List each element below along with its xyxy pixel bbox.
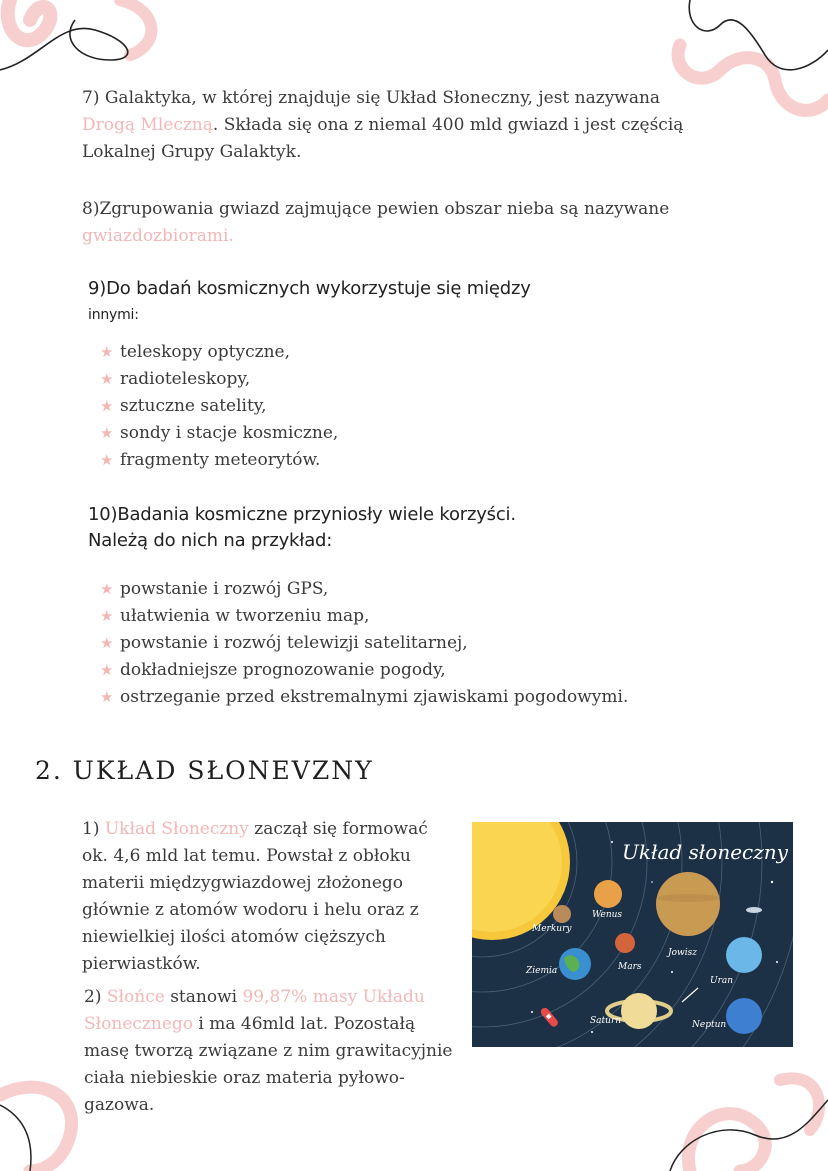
list-item: ★ ułatwienia w tworzeniu map, [100, 603, 628, 630]
star-icon: ★ [100, 634, 114, 652]
benefits-list [100, 576, 628, 711]
bottom-right-swirl-decoration [660, 1060, 828, 1171]
star-icon: ★ [100, 607, 114, 625]
star-icon: ★ [100, 661, 114, 679]
list-item: ★ fragmenty meteorytów. [100, 447, 338, 474]
jupiter-shape [656, 872, 720, 936]
paragraph-constellations: 8)Zgrupowania gwiazd zajmujące pewien obszar nieba są nazywane gwiazdozbiorami. [82, 199, 670, 246]
highlight-mass: 99,87% masy Układu Słonecznego [84, 987, 425, 1034]
illustration-title: Układ słoneczny [622, 840, 788, 864]
highlight-sun: Słońce [106, 987, 165, 1007]
space-research-list [100, 339, 338, 474]
paragraph-number: 8) [82, 199, 100, 219]
paragraph-number: 7) [82, 88, 100, 108]
paragraph-number: 1) [82, 819, 100, 839]
label-mercury: Merkury [532, 924, 572, 934]
list-item: ★ ostrzeganie przed ekstremalnymi zjawiskami pogodowymi. [100, 684, 628, 711]
list-item: ★ powstanie i rozwój telewizji satelitarnej, [100, 630, 628, 657]
solar-system-illustration [472, 822, 793, 1047]
saturn-shape [621, 993, 657, 1029]
top-left-swirl-decoration [0, 0, 170, 90]
space-research-heading: 9)Do badań kosmicznych wykorzystuje się między innymi: [88, 278, 531, 323]
paragraph-sun-mass: 2) Słońce stanowi 99,87% masy Układu Słonecznego i ma 46mld lat. Pozostałą masę tworzą związane z nim grawitacyjnie ciała niebieskie oraz materia pyłowo-gazowa. [84, 987, 453, 1115]
label-venus: Wenus [592, 910, 623, 920]
benefits-heading: 10)Badania kosmiczne przyniosły wiele korzyści. Należą do nich na przykład: [88, 504, 516, 551]
highlight-constellations: gwiazdozbiorami. [82, 226, 234, 246]
list-item: ★ sondy i stacje kosmiczne, [100, 420, 338, 447]
star-icon: ★ [100, 370, 114, 388]
label-uranus: Uran [710, 976, 734, 986]
list-item: ★ dokładniejsze prognozowanie pogody, [100, 657, 628, 684]
list-item: ★ radioteleskopy, [100, 366, 338, 393]
label-mars: Mars [618, 962, 642, 972]
paragraph-solar-system-origin: 1) Układ Słoneczny zaczął się formować ok. 4,6 mld lat temu. Powstał z obłoku materii międzygwiazdowej złożonego głównie z atomów wodoru i helu oraz z niewielkiej ilości atomów cięższych pierwiastków. [82, 819, 428, 974]
ufo-icon [746, 907, 762, 913]
star-icon: ★ [100, 688, 114, 706]
bottom-left-swirl-decoration [0, 1075, 90, 1171]
star-icon: ★ [100, 580, 114, 598]
label-neptune: Neptun [692, 1020, 727, 1030]
star-icon: ★ [100, 397, 114, 415]
highlight-solar-system: Układ Słoneczny [104, 819, 249, 839]
paragraph-milky-way: 7) Galaktyka, w której znajduje się Układ Słoneczny, jest nazywana Drogą Mleczną. Składa się ona z niemal 400 mld gwiazd i jest częścią Lokalnej Grupy Galaktyk. [82, 88, 684, 162]
list-item: ★ powstanie i rozwój GPS, [100, 576, 628, 603]
star-icon: ★ [100, 343, 114, 361]
list-item: ★ teleskopy optyczne, [100, 339, 338, 366]
star-icon: ★ [100, 424, 114, 442]
list-item: ★ sztuczne satelity, [100, 393, 338, 420]
label-earth: Ziemia [526, 966, 558, 976]
label-saturn: Saturn [590, 1016, 622, 1026]
mars-shape [615, 933, 635, 953]
mercury-shape [553, 905, 571, 923]
venus-shape [594, 880, 622, 908]
uranus-shape [726, 937, 762, 973]
neptune-shape [726, 998, 762, 1034]
label-jupiter: Jowisz [668, 948, 697, 958]
chapter-title: 2. UKŁAD SŁONEVZNY [35, 756, 374, 785]
comet-icon [682, 988, 698, 1002]
paragraph-number: 2) [84, 987, 102, 1007]
star-icon: ★ [100, 451, 114, 469]
highlight-milky-way: Drogą Mleczną [82, 115, 213, 135]
